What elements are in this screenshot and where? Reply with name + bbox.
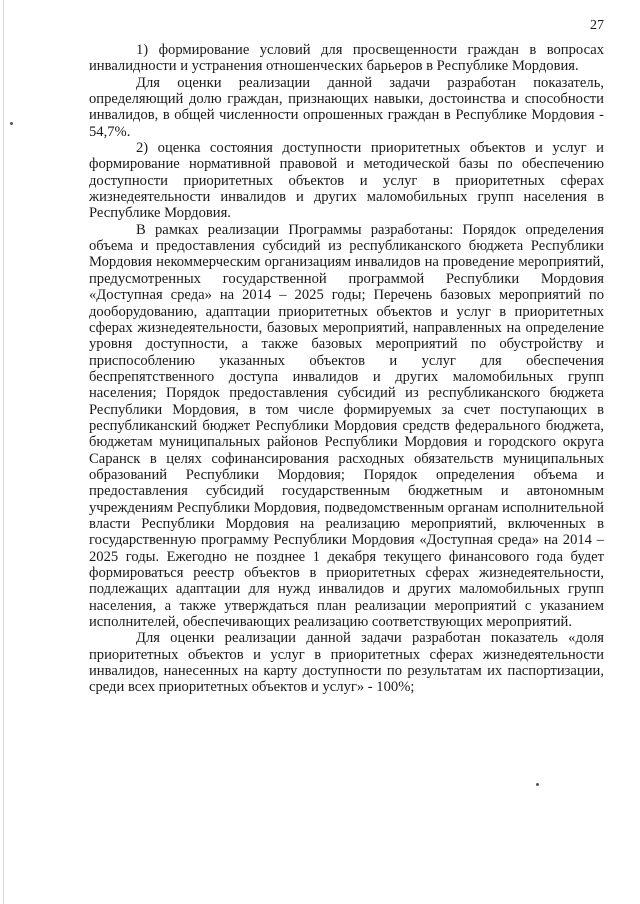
paragraph-5: Для оценки реализации данной задачи разработан показатель «доля приоритетных объектов и услуг в приоритетных сферах жизнедеятельности инвалидов, нанесенных на карту доступности по результатам их паспортизации, среди всех приоритетных объектов и услуг» - 100%; (89, 630, 604, 696)
page-number: 27 (590, 18, 604, 33)
paragraph-3: 2) оценка состояния доступности приоритетных объектов и услуг и формирование нормативной правовой и методической базы по обеспечению доступности приоритетных объектов и услуг в приоритетных сферах жизнедеятельности инвалидов и других маломобильных групп населения в Республике Мордовия. (89, 140, 604, 222)
paragraph-4: В рамках реализации Программы разработаны: Порядок определения объема и предоставления субсидий из республиканского бюджета Республики Мордовия некоммерческим организациям инвалидов на проведение мероприятий, предусмотренных государственной программой Республики Мордовия «Доступная среда» на 2014 – 2025 годы; Перечень базовых мероприятий по дооборудованию, адаптации приоритетных объектов и услуг в приоритетных сферах жизнедеятельности, базовых мероприятий, направленных на определение уровня доступности, а также базовых мероприятий по обустройству и приспособлению указанных объектов и услуг для обеспечения беспрепятственного доступа инвалидов и других маломобильных групп населения; Порядок предоставления субсидий из республиканского бюджета Республики Мордовия, в том числе формируемых за счет поступающих в республиканский бюджет Республики Мордовия средств федерального бюджета, бюджетам муниципальных районов Республики Мордовия и городского округа Саранск в целях софинансирования расходных обязательств муниципальных образований Республики Мордовия; Порядок определения объема и предоставления субсидий государственным бюджетным и автономным учреждениям Республики Мордовия, подведомственным органам исполнительной власти Республики Мордовия на реализацию мероприятий, включенных в государственную программу Республики Мордовия «Доступная среда» на 2014 – 2025 годы. Ежегодно не позднее 1 декабря текущего финансового года будет формироваться реестр объектов в приоритетных сферах жизнедеятельности, подлежащих адаптации для нужд инвалидов и других маломобильных групп населения, а также утверждаться план реализации мероприятий с указанием исполнителей, обеспечивающих реализацию соответствующих мероприятий. (89, 221, 604, 631)
paragraph-1: 1) формирование условий для просвещенности граждан в вопросах инвалидности и устранения отношенческих барьеров в Республике Мордовия. (89, 42, 604, 75)
scan-speck-left (10, 122, 13, 125)
scan-speck-right (536, 783, 539, 786)
paragraph-2: Для оценки реализации данной задачи разработан показатель, определяющий долю граждан, признающих навыки, достоинства и способности инвалидов, в общей численности опрошенных граждан в Республике Мордовия - 54,7%. (89, 74, 604, 140)
document-body (89, 42, 604, 696)
scan-edge-line (3, 0, 4, 904)
